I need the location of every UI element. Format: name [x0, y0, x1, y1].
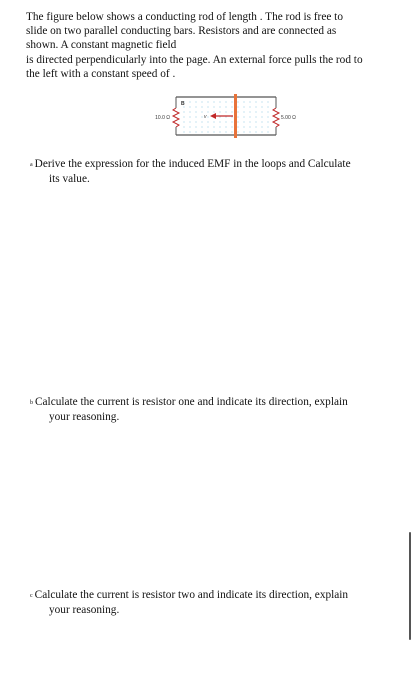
- field-dot: [255, 101, 256, 102]
- question-letter: b: [30, 400, 33, 406]
- intro-line-3: shown. A constant magnetic field: [26, 39, 177, 52]
- field-dot: [189, 131, 190, 132]
- left-resistor-label: 10.0 Ω: [155, 115, 170, 121]
- magnetic-field-dots: [183, 101, 268, 132]
- field-dot: [189, 126, 190, 127]
- field-dot: [255, 116, 256, 117]
- field-dot: [195, 131, 196, 132]
- field-dot: [183, 116, 184, 117]
- field-dot: [213, 131, 214, 132]
- field-dot: [225, 106, 226, 107]
- field-dot: [201, 101, 202, 102]
- field-dot: [255, 126, 256, 127]
- field-dot: [267, 111, 268, 112]
- field-dot: [207, 101, 208, 102]
- field-dot: [267, 116, 268, 117]
- field-dot: [237, 106, 238, 107]
- field-dot: [219, 101, 220, 102]
- intro-line-4: is directed perpendicularly into the page. An external force pulls the rod to: [26, 53, 363, 66]
- field-dot: [255, 106, 256, 107]
- field-dot: [195, 101, 196, 102]
- field-dot: [231, 101, 232, 102]
- field-dot: [189, 106, 190, 107]
- field-label: B: [181, 101, 185, 107]
- field-dot: [189, 121, 190, 122]
- field-dot: [237, 101, 238, 102]
- field-dot: [231, 121, 232, 122]
- field-dot: [243, 131, 244, 132]
- question-text-line-2: your reasoning.: [49, 411, 120, 424]
- question-text-line-2: its value.: [49, 173, 90, 186]
- field-dot: [219, 121, 220, 122]
- field-dot: [189, 111, 190, 112]
- question-text-line-1: Calculate the current is resistor one and indicate its direction, explain: [35, 396, 348, 408]
- field-dot: [249, 101, 250, 102]
- field-dot: [219, 131, 220, 132]
- field-dot: [225, 111, 226, 112]
- question-letter: a: [30, 162, 33, 168]
- field-dot: [213, 101, 214, 102]
- field-dot: [267, 131, 268, 132]
- field-dot: [195, 121, 196, 122]
- field-dot: [243, 101, 244, 102]
- field-dot: [201, 126, 202, 127]
- question-a: [30, 157, 390, 186]
- field-dot: [261, 106, 262, 107]
- field-dot: [195, 106, 196, 107]
- field-dot: [225, 126, 226, 127]
- field-dot: [183, 111, 184, 112]
- field-dot: [225, 131, 226, 132]
- field-dot: [249, 106, 250, 107]
- field-dot: [255, 131, 256, 132]
- field-dot: [195, 116, 196, 117]
- field-dot: [231, 131, 232, 132]
- field-dot: [213, 126, 214, 127]
- field-dot: [207, 111, 208, 112]
- problem-statement: [26, 10, 398, 81]
- field-dot: [231, 111, 232, 112]
- field-dot: [243, 126, 244, 127]
- field-dot: [237, 131, 238, 132]
- intro-line-1: The figure below shows a conducting rod of length . The rod is free to: [26, 11, 343, 23]
- field-dot: [249, 131, 250, 132]
- field-dot: [201, 116, 202, 117]
- field-dot: [207, 121, 208, 122]
- field-dot: [207, 116, 208, 117]
- field-dot: [243, 111, 244, 112]
- field-dot: [183, 126, 184, 127]
- field-dot: [219, 106, 220, 107]
- field-dot: [243, 116, 244, 117]
- field-dot: [261, 121, 262, 122]
- left-resistor: [173, 108, 179, 127]
- intro-line-5: the left with a constant speed of .: [26, 67, 176, 80]
- field-dot: [249, 116, 250, 117]
- field-dot: [237, 116, 238, 117]
- field-dot: [267, 126, 268, 127]
- field-dot: [243, 106, 244, 107]
- field-dot: [195, 126, 196, 127]
- field-dot: [213, 106, 214, 107]
- circuit-figure: [138, 92, 298, 142]
- right-resistor: [273, 108, 279, 127]
- field-dot: [183, 131, 184, 132]
- field-dot: [201, 131, 202, 132]
- field-dot: [231, 106, 232, 107]
- question-b: [30, 395, 390, 424]
- field-dot: [201, 121, 202, 122]
- field-dot: [219, 111, 220, 112]
- field-dot: [261, 131, 262, 132]
- field-dot: [201, 111, 202, 112]
- field-dot: [213, 111, 214, 112]
- field-dot: [189, 101, 190, 102]
- right-resistor-label: 5.00 Ω: [281, 115, 296, 121]
- field-dot: [207, 126, 208, 127]
- question-text-line-2: your reasoning.: [49, 604, 120, 617]
- intro-line-2: slide on two parallel conducting bars. Resistors and are connected as: [26, 25, 337, 38]
- field-dot: [201, 106, 202, 107]
- velocity-arrowhead: [210, 113, 216, 119]
- field-dot: [261, 116, 262, 117]
- field-dot: [207, 131, 208, 132]
- field-dot: [237, 111, 238, 112]
- field-dot: [237, 121, 238, 122]
- field-dot: [267, 121, 268, 122]
- velocity-label: v: [204, 114, 207, 120]
- field-dot: [267, 101, 268, 102]
- field-dot: [249, 121, 250, 122]
- sliding-rod: [234, 94, 237, 138]
- field-dot: [231, 126, 232, 127]
- field-dot: [255, 111, 256, 112]
- field-dot: [261, 111, 262, 112]
- field-dot: [183, 121, 184, 122]
- question-c: [30, 588, 390, 617]
- question-text-line-1: Calculate the current is resistor two and indicate its direction, explain: [34, 589, 349, 601]
- field-dot: [267, 106, 268, 107]
- scrollbar-thumb[interactable]: [409, 532, 411, 640]
- field-dot: [225, 121, 226, 122]
- field-dot: [255, 121, 256, 122]
- field-dot: [237, 126, 238, 127]
- question-letter: c: [30, 593, 33, 599]
- field-dot: [189, 116, 190, 117]
- field-dot: [213, 121, 214, 122]
- field-dot: [195, 111, 196, 112]
- field-dot: [261, 101, 262, 102]
- field-dot: [219, 126, 220, 127]
- field-dot: [207, 106, 208, 107]
- field-dot: [249, 111, 250, 112]
- question-text-line-1: Derive the expression for the induced EMF in the loops and Calculate: [34, 158, 351, 170]
- field-dot: [243, 121, 244, 122]
- field-dot: [261, 126, 262, 127]
- field-dot: [225, 101, 226, 102]
- field-dot: [249, 126, 250, 127]
